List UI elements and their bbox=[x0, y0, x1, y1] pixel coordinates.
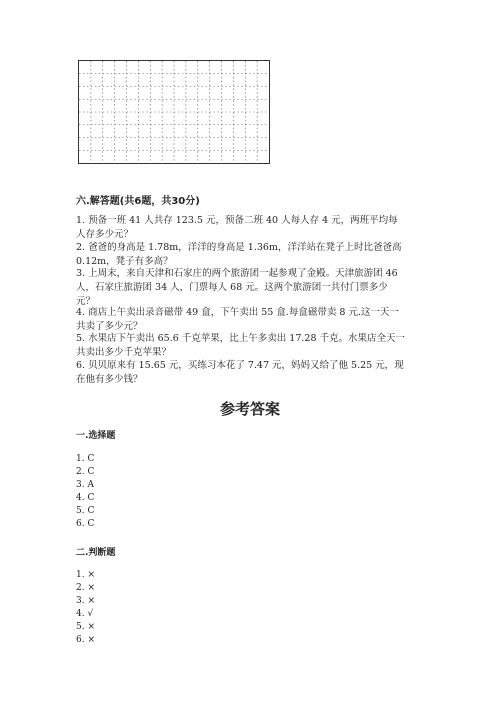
problem-4: 4. 商店上午卖出录音磁带 49 盒，下午卖出 55 盒.每盒磁带卖 8 元.这一天一共卖了多少元？ bbox=[76, 307, 399, 332]
practice-grid-lines bbox=[79, 61, 269, 163]
choice-answer: 6. C bbox=[76, 519, 95, 529]
choice-answer-list bbox=[76, 453, 94, 531]
choice-answer: 3. A bbox=[76, 480, 94, 490]
choice-answer: 2. C bbox=[76, 467, 95, 477]
judge-answer-list bbox=[76, 569, 95, 647]
judge-answer: 2. × bbox=[76, 583, 95, 593]
choice-heading: 一.选择题 bbox=[76, 431, 116, 441]
problem-6: 6. 贝贝原来有 15.65 元，买练习本花了 7.47 元，妈妈又给了他 5.25 元，现在他有多少钱？ bbox=[76, 360, 404, 385]
section-6-heading: 六.解答题(共6题，共30分) bbox=[76, 196, 200, 207]
problem-2: 2. 爸爸的身高是 1.78m，洋洋的身高是 1.36m，洋洋站在凳子上时比爸爸高 0.12m，凳子有多高？ bbox=[76, 242, 402, 267]
judge-answer: 5. × bbox=[76, 622, 95, 632]
judge-heading: 二.判断题 bbox=[76, 548, 116, 558]
practice-grid bbox=[78, 60, 270, 164]
judge-answer: 3. × bbox=[76, 596, 95, 606]
answers-title: 参考答案 bbox=[219, 400, 280, 418]
problem-3: 3. 上周末，来自天津和石家庄的两个旅游团一起参观了金殿。天津旅游团 46 人，石家庄旅游团 34 人，门票每人 68 元。这两个旅游团一共付门票多少元？ bbox=[76, 268, 398, 307]
choice-answer: 1. C bbox=[76, 454, 95, 464]
judge-answer: 4. √ bbox=[76, 609, 94, 619]
choice-answer: 4. C bbox=[76, 493, 95, 503]
choice-answer: 5. C bbox=[76, 506, 95, 516]
judge-answer: 1. × bbox=[76, 570, 95, 580]
problem-5: 5. 水果店下午卖出 65.6 千克苹果，比上午多卖出 17.28 千克。水果店全天一共卖出多少千克苹果？ bbox=[76, 333, 406, 358]
judge-answer: 6. × bbox=[76, 635, 95, 645]
problem-1: 1. 预备一班 41 人共存 123.5 元，预备二班 40 人每人存 4 元，两班平均每人存多少元？ bbox=[76, 215, 398, 240]
